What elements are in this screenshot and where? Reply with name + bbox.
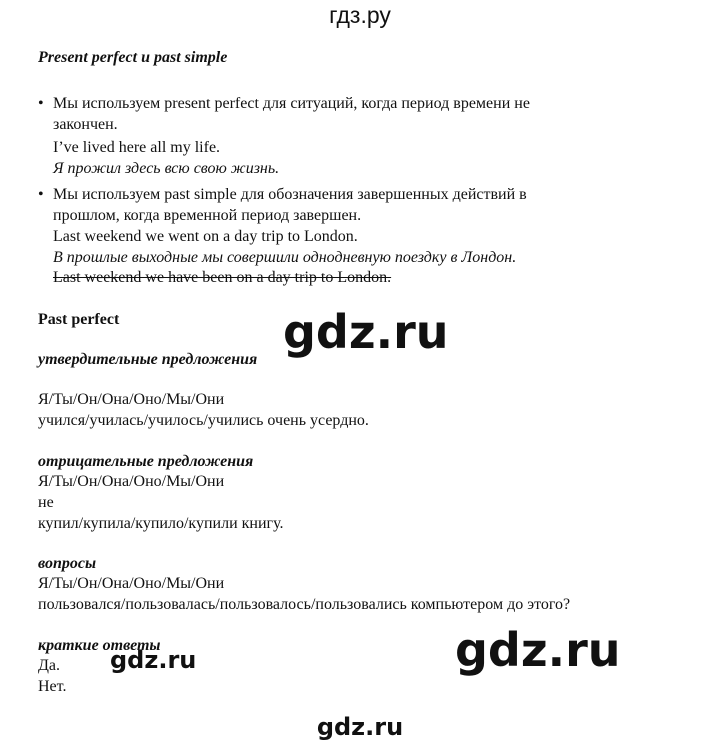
bullet-dot-1: • <box>38 95 44 112</box>
negative-heading: отрицательные предложения <box>38 453 254 470</box>
watermark-mid: gdz.ru <box>283 305 449 359</box>
bullet2-translation: В прошлые выходные мы совершили однодневную поездку в Лондон. <box>53 249 517 266</box>
watermark-small: gdz.ru <box>110 646 197 674</box>
bullet2-line1: Мы используем past simple для обозначения завершенных действий в <box>53 186 527 203</box>
short-answer-yes: Да. <box>38 657 61 674</box>
bullet1-example: I’ve lived here all my life. <box>53 139 221 156</box>
questions-line2: пользовался/пользовалась/пользовалось/пользовались компьютером до этого? <box>38 596 571 613</box>
affirmative-line1: Я/Ты/Он/Она/Оно/Мы/Они <box>38 391 225 408</box>
questions-line1: Я/Ты/Он/Она/Оно/Мы/Они <box>38 575 225 592</box>
bullet-dot-2: • <box>38 186 44 203</box>
watermark-top: гдз.ру <box>329 2 391 28</box>
negative-line3: купил/купила/купило/купили книгу. <box>38 515 284 532</box>
negative-line2: не <box>38 494 54 511</box>
bullet1-line1: Мы используем present perfect для ситуаций, когда период времени не <box>53 95 530 112</box>
bullet2-wrong-example: Last weekend we have been on a day trip to London. <box>53 269 392 286</box>
short-answer-no: Нет. <box>38 678 67 695</box>
affirmative-line2: учился/училась/училось/учились очень усердно. <box>38 412 369 429</box>
questions-heading: вопросы <box>38 555 97 572</box>
short-answers-heading: краткие ответы <box>38 637 161 654</box>
bullet2-example: Last weekend we went on a day trip to London. <box>53 228 358 245</box>
bullet1-translation: Я прожил здесь всю свою жизнь. <box>53 160 280 177</box>
bullet2-line2: прошлом, когда временной период завершен. <box>53 207 362 224</box>
affirmative-heading: утвердительные предложения <box>38 351 258 368</box>
section-title-present-perfect-past-simple: Present perfect и past simple <box>38 49 228 66</box>
bullet1-line2: закончен. <box>53 116 118 133</box>
watermark-bottom: gdz.ru <box>316 713 404 741</box>
negative-line1: Я/Ты/Он/Она/Оно/Мы/Они <box>38 473 225 490</box>
watermark-right: gdz.ru <box>455 623 621 677</box>
section-title-past-perfect: Past perfect <box>38 311 120 328</box>
